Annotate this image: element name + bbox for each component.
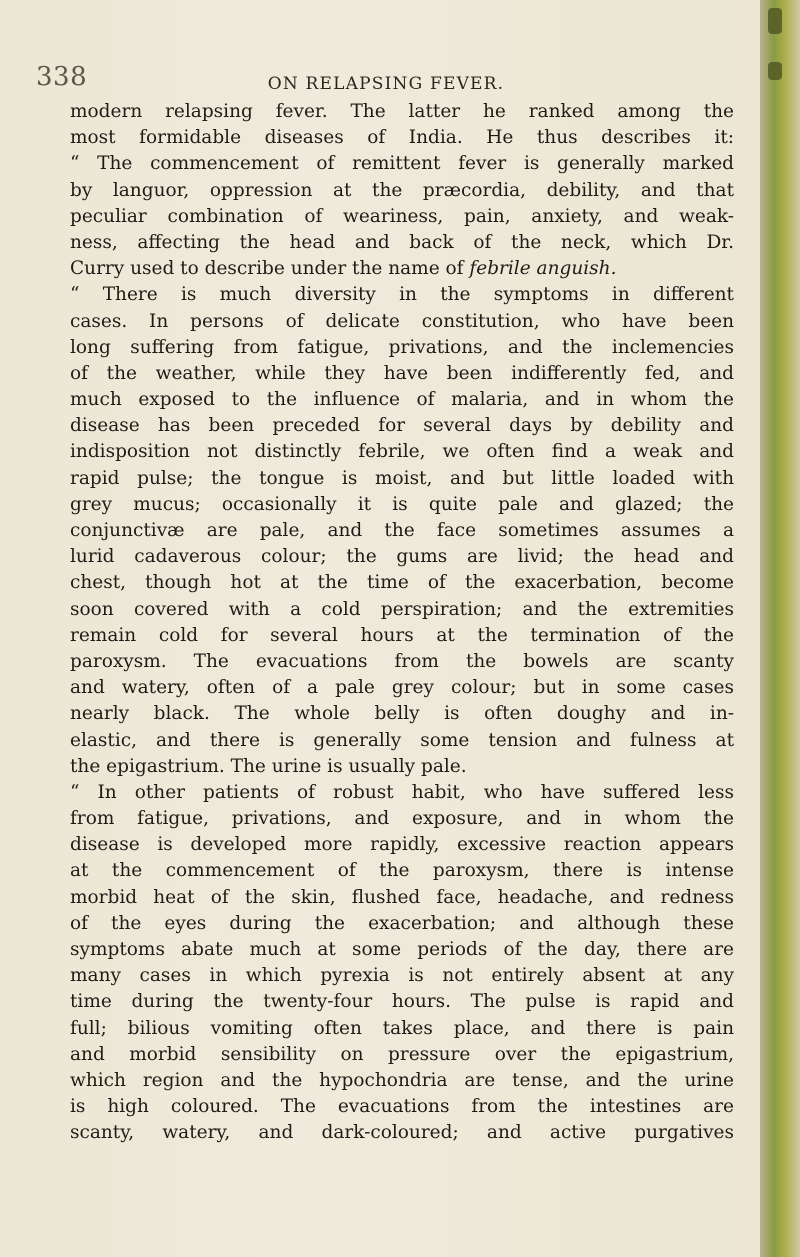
italic-text: febrile anguish. [469, 258, 617, 280]
text-line-content: most formidable diseases of India. He thus describes it: [70, 127, 734, 149]
text-line [70, 780, 734, 806]
text-line [70, 178, 734, 204]
text-line-content: long suffering from fatigue, privations, and the inclemencies [70, 336, 734, 358]
text-line-content: Curry used to describe under the name of [70, 258, 470, 280]
text-line-content: elastic, and there is generally some tension and fulness at [70, 729, 734, 751]
text-line-content: ness, affecting the head and back of the neck, which Dr. [70, 231, 734, 253]
text-line-content: which region and the hypochondria are tense, and the urine [70, 1069, 734, 1091]
text-line [70, 754, 734, 780]
text-line-content: full; bilious vomiting often takes place, and there is pain [70, 1017, 734, 1039]
text-line-content: much exposed to the influence of malaria, and in whom the [70, 389, 734, 411]
page-edge-mark [768, 62, 782, 80]
text-line [70, 282, 734, 308]
text-line [70, 1016, 734, 1042]
text-line [70, 387, 734, 413]
text-line-content: cases. In persons of delicate constitution, who have been [70, 310, 734, 332]
text-line-content: indisposition not distinctly febrile, we often find a weak and [70, 441, 734, 463]
text-line [70, 335, 734, 361]
text-line-content: of the eyes during the exacerbation; and although these [70, 912, 734, 934]
text-line [70, 361, 734, 387]
text-line-content: morbid heat of the skin, flushed face, headache, and redness [70, 886, 734, 908]
page-edge [760, 0, 800, 1257]
text-line [70, 492, 734, 518]
text-line [70, 623, 734, 649]
text-line-content: and watery, often of a pale grey colour; but in some cases [70, 677, 734, 699]
text-line-content: chest, though hot at the time of the exacerbation, become [70, 572, 734, 594]
text-line-content: and morbid sensibility on pressure over the epigastrium, [70, 1043, 734, 1065]
text-line [70, 309, 734, 335]
text-line [70, 439, 734, 465]
text-line [70, 544, 734, 570]
text-line [70, 728, 734, 754]
text-line [70, 230, 734, 256]
text-line-content: modern relapsing fever. The latter he ranked among the [70, 101, 734, 122]
text-line [70, 1120, 734, 1146]
text-line-content: “ The commencement of remittent fever is generally marked [70, 153, 734, 175]
text-line-content: is high coloured. The evacuations from the intestines are [70, 1096, 734, 1118]
text-line [70, 204, 734, 230]
text-line-content: peculiar combination of weariness, pain, anxiety, and weak- [70, 205, 734, 227]
page-number: 338 [36, 62, 88, 92]
text-line-content: grey mucus; occasionally it is quite pale and glazed; the [70, 493, 734, 515]
text-line-content: disease is developed more rapidly, excessive reaction appears [70, 834, 734, 856]
text-line [70, 701, 734, 727]
text-line-content: conjunctivæ are pale, and the face sometimes assumes a [70, 520, 734, 541]
text-line [70, 806, 734, 832]
text-line-content: paroxysm. The evacuations from the bowels are scanty [70, 650, 734, 672]
text-line [70, 675, 734, 701]
text-line [70, 911, 734, 937]
text-line [70, 937, 734, 963]
text-line [70, 963, 734, 989]
text-line-content: lurid cadaverous colour; the gums are livid; the head and [70, 546, 734, 568]
text-line-content: “ There is much diversity in the symptoms in different [70, 284, 734, 306]
text-line [70, 125, 734, 151]
text-line-content: soon covered with a cold perspiration; and the extremities [70, 598, 734, 620]
text-line [70, 413, 734, 439]
text-line [70, 832, 734, 858]
body-text [70, 99, 734, 1147]
text-line [70, 858, 734, 884]
text-line-content: many cases in which pyrexia is not entirely absent at any [70, 965, 734, 987]
text-line [70, 256, 734, 282]
text-line [70, 989, 734, 1015]
text-line [70, 597, 734, 623]
text-line [70, 885, 734, 911]
text-line-content: scanty, watery, and dark-coloured; and active purgatives [70, 1122, 734, 1144]
text-line [70, 570, 734, 596]
text-line [70, 518, 734, 544]
text-line-content: time during the twenty-four hours. The pulse is rapid and [70, 991, 734, 1013]
text-line-content: nearly black. The whole belly is often doughy and in- [70, 703, 734, 725]
text-line-content: by languor, oppression at the præcordia, debility, and that [70, 179, 734, 201]
text-line [70, 466, 734, 492]
text-line-content: “ In other patients of robust habit, who have suffered less [70, 781, 734, 803]
text-line [70, 649, 734, 675]
text-line-content: from fatigue, privations, and exposure, and in whom the [70, 808, 734, 830]
text-line-content: the epigastrium. The urine is usually pale. [70, 755, 467, 777]
text-line-content: at the commencement of the paroxysm, there is intense [70, 860, 734, 882]
page-edge-mark [768, 8, 782, 34]
text-line-content: rapid pulse; the tongue is moist, and but little loaded with [70, 467, 734, 489]
text-line-content: disease has been preceded for several days by debility and [70, 415, 734, 437]
text-line [70, 1042, 734, 1068]
text-line-content: remain cold for several hours at the termination of the [70, 624, 734, 646]
text-line [70, 151, 734, 177]
text-line [70, 1068, 734, 1094]
text-line-content: symptoms abate much at some periods of the day, there are [70, 939, 734, 960]
text-line [70, 1094, 734, 1120]
text-line-content: of the weather, while they have been indifferently fed, and [70, 362, 734, 384]
running-head: ON RELAPSING FEVER. [267, 74, 505, 94]
text-line [70, 99, 734, 125]
